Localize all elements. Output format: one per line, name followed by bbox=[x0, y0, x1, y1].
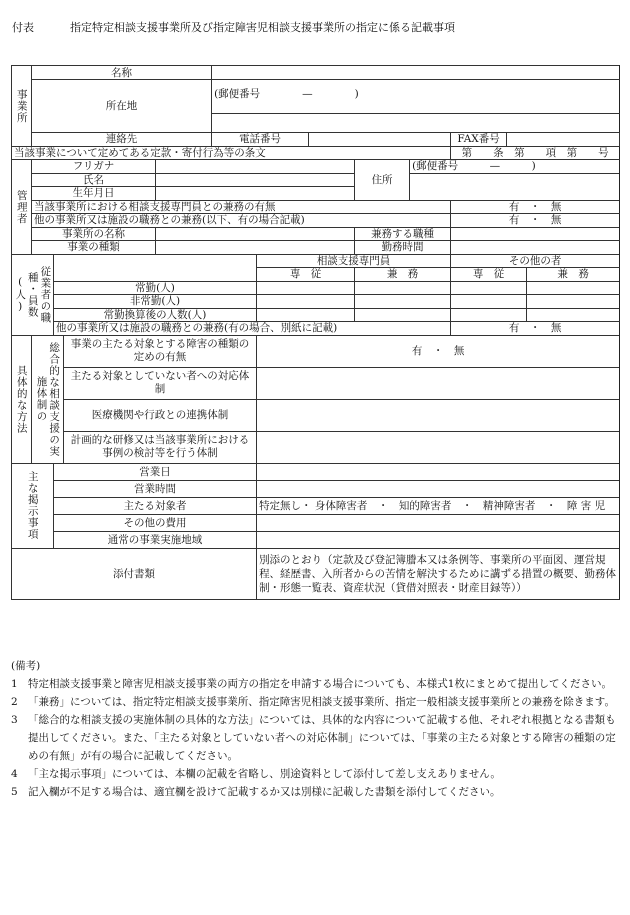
other-fees-field[interactable] bbox=[257, 514, 620, 531]
other-staff-header: その他の者 bbox=[451, 254, 620, 268]
other-full-header: 専 従 bbox=[451, 268, 527, 282]
articles-label: 当該事業について定めてある定款・寄付行為等の条文 bbox=[12, 146, 451, 160]
target-choice[interactable]: 特定無し・ 身体障害者 ・ 知的障害者 ・ 精神障害者 ・ 障 害 児 bbox=[257, 497, 620, 514]
manager-name-label: 氏名 bbox=[32, 173, 156, 187]
business-days-label: 営業日 bbox=[54, 463, 257, 480]
consultant-header: 相談支援専門員 bbox=[257, 254, 451, 268]
fte-other-full[interactable] bbox=[451, 308, 527, 322]
note-text: 「兼務」については、指定特定相談支援事業所、指定障害児相談支援事業所、指定一般相談支援事業所との兼務を除きます。 bbox=[28, 696, 615, 708]
parttime-consultant-full[interactable] bbox=[257, 295, 355, 309]
role-field[interactable] bbox=[451, 227, 620, 241]
contact-label: 連絡先 bbox=[32, 133, 212, 147]
target-label: 主たる対象者 bbox=[54, 497, 257, 514]
jigyosho-postal[interactable]: (郵便番号 — ) bbox=[212, 80, 620, 114]
note-text: 「総合的な相談支援の実施体制の具体的な方法」については、具体的な内容について記載する他、それぞれ根拠となる書類も提出してください。また、「主たる対象としていない者への対応体制」については、「事業の主たる対象とする障害の種類の定めの有無」が有の場合に記載してください。 bbox=[28, 714, 616, 762]
section-jigyosho: 事業所 bbox=[12, 66, 32, 147]
business-hours-label: 営業時間 bbox=[54, 480, 257, 497]
area-label: 通常の事業実施地域 bbox=[54, 531, 257, 548]
support-row4-label: 計画的な研修又は当該事業所における事例の検討等を行う体制 bbox=[64, 431, 257, 463]
notes-section bbox=[11, 657, 619, 801]
role-label: 兼務する職種 bbox=[355, 227, 451, 241]
fte-other-concurrent[interactable] bbox=[527, 308, 620, 322]
section-main-items: 主な掲示事項 bbox=[12, 463, 54, 548]
manager-address-field[interactable] bbox=[410, 173, 620, 200]
other-fees-label: その他の費用 bbox=[54, 514, 257, 531]
note-item bbox=[11, 765, 619, 783]
concurrent2-label: 他の事業所又は施設の職務との兼務(以下、有の場合記載) bbox=[32, 214, 451, 228]
note-item bbox=[11, 783, 619, 801]
name-label: 名称 bbox=[32, 66, 212, 80]
hours-field[interactable] bbox=[451, 241, 620, 255]
manager-address-label: 住所 bbox=[355, 160, 410, 201]
support-row2-field[interactable] bbox=[257, 367, 620, 399]
parttime-other-concurrent[interactable] bbox=[527, 295, 620, 309]
staff-other-concurrent-label: 他の事業所又は施設の職務との兼務(有の場合、別紙に記載) bbox=[54, 322, 451, 336]
note-number: 4 bbox=[11, 768, 18, 780]
tel-label: 電話番号 bbox=[212, 133, 309, 147]
fte-label: 常勤換算後の人数(人) bbox=[54, 308, 257, 322]
office-name-label: 事業所の名称 bbox=[32, 227, 156, 241]
application-form-table bbox=[11, 65, 620, 600]
attachment-value: 別添のとおり（定款及び登記簿謄本又は条例等、事業所の平面図、運営規程、経歴書、入所者からの苦情を解決するために講ずる措置の概要、勤務体制・形態一覧表、資産状況（貸借対照表・財産目録等）） bbox=[257, 548, 620, 599]
section-support-b: 具体的な方法 bbox=[12, 335, 32, 463]
furigana-label: フリガナ bbox=[32, 160, 156, 174]
area-field[interactable] bbox=[257, 531, 620, 548]
concurrent1-label: 当該事業所における相談支援専門員との兼務の有無 bbox=[32, 200, 451, 214]
fte-consultant-full[interactable] bbox=[257, 308, 355, 322]
form-header bbox=[12, 19, 455, 35]
manager-name-field[interactable] bbox=[156, 173, 355, 187]
note-number: 2 bbox=[11, 696, 18, 708]
staff-other-concurrent-choice[interactable]: 有 ・ 無 bbox=[451, 322, 620, 336]
fulltime-other-full[interactable] bbox=[451, 281, 527, 295]
note-number: 5 bbox=[11, 786, 18, 798]
notes-title: (備考) bbox=[11, 660, 41, 672]
fax-label: FAX番号 bbox=[451, 133, 507, 147]
address-label: 所在地 bbox=[32, 80, 212, 133]
business-days-field[interactable] bbox=[257, 463, 620, 480]
support-row3-field[interactable] bbox=[257, 399, 620, 431]
manager-postal[interactable]: (郵便番号 — ) bbox=[410, 160, 620, 174]
birth-label: 生年月日 bbox=[32, 187, 156, 201]
note-text: 特定相談支援事業と障害児相談支援事業の両方の指定を申請する場合についても、本様式1枚にまとめて提出してください。 bbox=[28, 678, 612, 690]
fulltime-consultant-concurrent[interactable] bbox=[355, 281, 451, 295]
form-title: 指定特定相談支援事業所及び指定障害児相談支援事業所の指定に係る記載事項 bbox=[70, 21, 455, 34]
note-text: 記入欄が不足する場合は、適宜欄を設けて記載するか又は別様に記載した書類を添付してください。 bbox=[28, 786, 501, 798]
hours-label: 勤務時間 bbox=[355, 241, 451, 255]
section-manager: 管理者 bbox=[12, 160, 32, 255]
business-hours-field[interactable] bbox=[257, 480, 620, 497]
support-row4-field[interactable] bbox=[257, 431, 620, 463]
fulltime-label: 常勤(人) bbox=[54, 281, 257, 295]
other-concurrent-header: 兼 務 bbox=[527, 268, 620, 282]
support-row1-choice[interactable]: 有 ・ 無 bbox=[257, 335, 620, 367]
fax-field[interactable] bbox=[507, 133, 620, 147]
business-type-field[interactable] bbox=[156, 241, 355, 255]
support-row2-label: 主たる対象としていない者への対応体制 bbox=[64, 367, 257, 399]
address-field[interactable] bbox=[212, 114, 620, 133]
attachment-label: 添付書類 bbox=[12, 548, 257, 599]
fulltime-other-concurrent[interactable] bbox=[527, 281, 620, 295]
parttime-other-full[interactable] bbox=[451, 295, 527, 309]
fte-consultant-concurrent[interactable] bbox=[355, 308, 451, 322]
staff-header-blank bbox=[54, 254, 257, 281]
consultant-concurrent-header: 兼 務 bbox=[355, 268, 451, 282]
note-item bbox=[11, 711, 619, 765]
form-label: 付表 bbox=[12, 21, 34, 34]
furigana-field[interactable] bbox=[156, 160, 355, 174]
support-row3-label: 医療機関や行政との連携体制 bbox=[64, 399, 257, 431]
concurrent2-choice[interactable]: 有 ・ 無 bbox=[451, 214, 620, 228]
parttime-consultant-concurrent[interactable] bbox=[355, 295, 451, 309]
section-staff: 従業者の職種・員数(人) bbox=[12, 254, 54, 335]
fulltime-consultant-full[interactable] bbox=[257, 281, 355, 295]
section-support-a: 総合的な相談支援の実施体制の bbox=[32, 335, 64, 463]
articles-field[interactable]: 第 条 第 項 第 号 bbox=[451, 146, 620, 160]
note-number: 3 bbox=[11, 714, 18, 726]
office-name-field[interactable] bbox=[156, 227, 355, 241]
parttime-label: 非常勤(人) bbox=[54, 295, 257, 309]
note-item bbox=[11, 693, 619, 711]
tel-field[interactable] bbox=[309, 133, 451, 147]
business-type-label: 事業の種類 bbox=[32, 241, 156, 255]
note-text: 「主な掲示事項」については、本欄の記載を省略し、別途資料として添付して差し支えありません。 bbox=[28, 768, 501, 780]
support-row1-label: 事業の主たる対象とする障害の種類の定めの有無 bbox=[64, 335, 257, 367]
note-item bbox=[11, 675, 619, 693]
note-number: 1 bbox=[11, 678, 18, 690]
name-field[interactable] bbox=[212, 66, 620, 80]
birth-field[interactable] bbox=[156, 187, 355, 201]
concurrent1-choice[interactable]: 有 ・ 無 bbox=[451, 200, 620, 214]
consultant-full-header: 専 従 bbox=[257, 268, 355, 282]
